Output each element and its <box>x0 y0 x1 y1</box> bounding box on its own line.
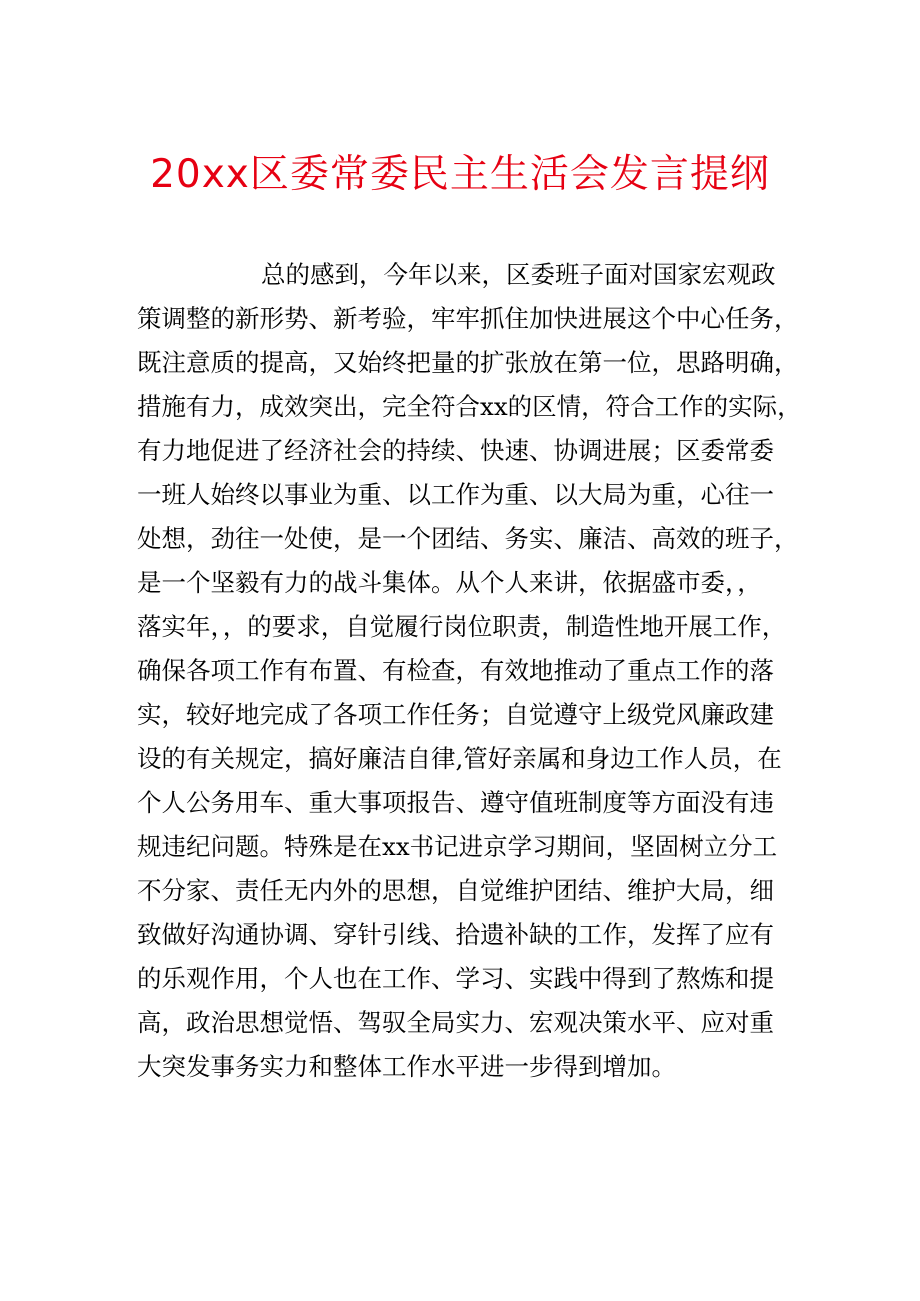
paragraph-line: 有力地促进了经济社会的持续、快速、协调进展；区委常委 <box>137 436 774 465</box>
paragraph-line: 策调整的新形势、新考验，牢牢抓住加快进展这个中心任务， <box>137 304 799 333</box>
paragraph-line: 一班人始终以事业为重、以工作为重、以大局为重，心往一 <box>137 480 774 509</box>
paragraph-line: 处想，劲往一处使，是一个团结、务实、廉洁、高效的班子， <box>137 524 799 553</box>
paragraph-line: 总的感到，今年以来，区委班子面对国家宏观政 <box>261 260 776 289</box>
paragraph-line: 大突发事务实力和整体工作水平进一步得到增加。 <box>137 1052 676 1081</box>
paragraph-line: 是一个坚毅有力的战斗集体。从个人来讲，依据盛市委，， <box>137 568 762 597</box>
paragraph-line: 致做好沟通协调、穿针引线、拾遗补缺的工作，发挥了应有 <box>137 920 774 949</box>
paragraph-line: 个人公务用车、重大事项报告、遵守值班制度等方面没有违 <box>137 788 774 817</box>
paragraph-line: 不分家、责任无内外的思想，自觉维护团结、维护大局，细 <box>137 876 774 905</box>
paragraph-line: 实，较好地完成了各项工作任务；自觉遵守上级党风廉政建 <box>137 700 774 729</box>
paragraph-line: 落实年，，的要求，自觉履行岗位职责，制造性地开展工作， <box>137 612 787 641</box>
paragraph-line: 规违纪问题。特殊是在xx书记进京学习期间，坚固树立分工 <box>137 832 778 861</box>
document-title: 20xx区委常委民主生活会发言提纲 <box>150 152 770 197</box>
paragraph-line: 的乐观作用，个人也在工作、学习、实践中得到了熬炼和提 <box>137 964 774 993</box>
paragraph-line: 高，政治思想觉悟、驾驭全局实力、宏观决策水平、应对重 <box>137 1008 774 1037</box>
paragraph-line: 既注意质的提高，又始终把量的扩张放在第一位，思路明确， <box>137 348 799 377</box>
paragraph-line: 确保各项工作有布置、有检查，有效地推动了重点工作的落 <box>137 656 774 685</box>
paragraph-line: 措施有力，成效突出，完全符合xx的区情，符合工作的实际， <box>137 392 802 421</box>
paragraph-line: 设的有关规定，搞好廉洁自律,管好亲属和身边工作人员，在 <box>137 744 782 773</box>
